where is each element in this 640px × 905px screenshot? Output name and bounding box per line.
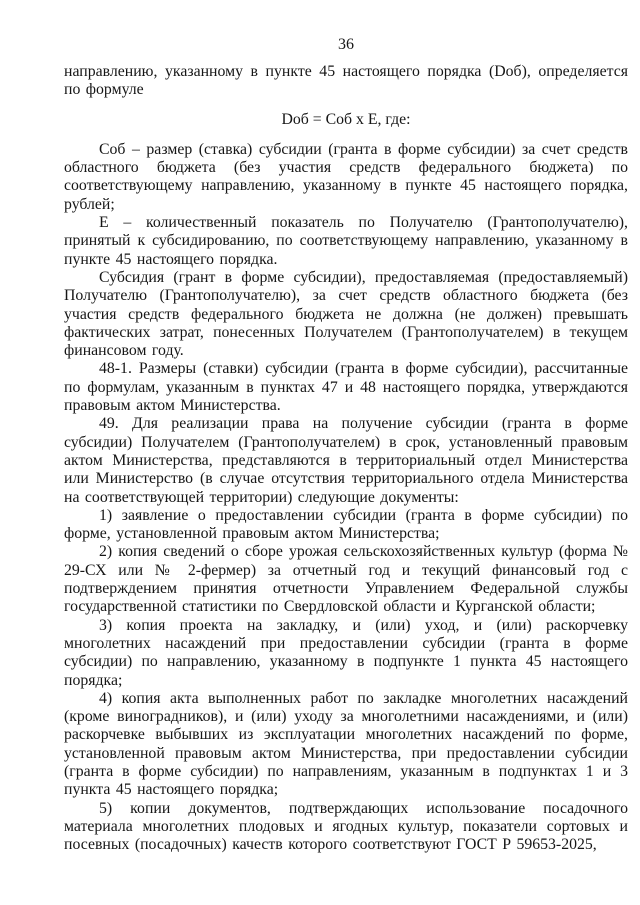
paragraph-48-1: 48-1. Размеры (ставки) субсидии (гранта в форме субсидии), рассчитанные по формулам, указанным в пунктах 47 и 48 настоящего порядка, утверждаются правовым актом Министерства.	[64, 360, 628, 415]
paragraph-subsidy-limit: Субсидия (грант в форме субсидии), предоставляемая (предоставляемый) Получателю (Грантополучателю), за счет средств областного бюджета (без участия средств федерального бюджета не должна (не должен) превышать фактических затрат, понесенных Получателем (Грантополучателем) в текущем финансовом году.	[64, 268, 628, 360]
paragraph-item-1: 1) заявление о предоставлении субсидии (гранта в форме субсидии) по форме, установленной правовым актом Министерства;	[64, 506, 628, 543]
paragraph-item-2: 2) копия сведений о сборе урожая сельскохозяйственных культур (форма № 29-СХ или № 2-фермер) за отчетный год и текущий финансовый год с подтверждением принятия отчетности Управлением Федеральной службы государственной статистики по Свердловской области и Курганской области;	[64, 543, 628, 616]
paragraph-e-definition: Е – количественный показатель по Получателю (Грантополучателю), принятый к субсидированию, по соответствующему направлению, указанному в пункте 45 настоящего порядка.	[64, 214, 628, 268]
document-body	[64, 63, 628, 854]
paragraph-item-3: 3) копия проекта на закладку, и (или) уход, и (или) раскорчевку многолетних насаждений при предоставлении субсидии (гранта в форме субсидии) по направлению, указанному в подпункте 1 пункта 45 настоящего порядка;	[64, 616, 628, 689]
formula-line: Dоб = Соб x Е, где:	[281, 110, 411, 128]
paragraph-item-5: 5) копии документов, подтверждающих использование посадочного материала многолетних плодовых и ягодных культур, показатели сортовых и посевных (посадочных) качеств которого соответствуют ГОСТ Р 59653-2025,	[64, 799, 628, 854]
paragraph-item-4: 4) копия акта выполненных работ по закладке многолетних насаждений (кроме виноградников), и (или) уходу за многолетними насаждениями, и (или) раскорчевке выбывших из эксплуатации многолетних насаждений по форме, установленной правовым актом Министерства, при предоставлении субсидии (гранта в форме субсидии) по направлениям, указанным в подпунктах 1 и 3 пункта 45 настоящего порядка;	[64, 689, 628, 799]
paragraph-49: 49. Для реализации права на получение субсидии (гранта в форме субсидии) Получателем (Грантополучателем) в срок, установленный правовым актом Министерства, представляются в территориальный отдел Министерства или Министерство (в случае отсутствия территориального отдела Министерства на соответствующей территории) следующие документы:	[64, 415, 628, 506]
page-number: 36	[338, 36, 354, 53]
paragraph-continuation: направлению, указанному в пункте 45 настоящего порядка (Dоб), определяется по формуле	[64, 63, 628, 99]
paragraph-sob-definition: Соб – размер (ставка) субсидии (гранта в форме субсидии) за счет средств областного бюджета (без участия средств федерального бюджета) по соответствующему направлению, указанному в пункте 45 настоящего порядка, рублей;	[64, 140, 628, 213]
